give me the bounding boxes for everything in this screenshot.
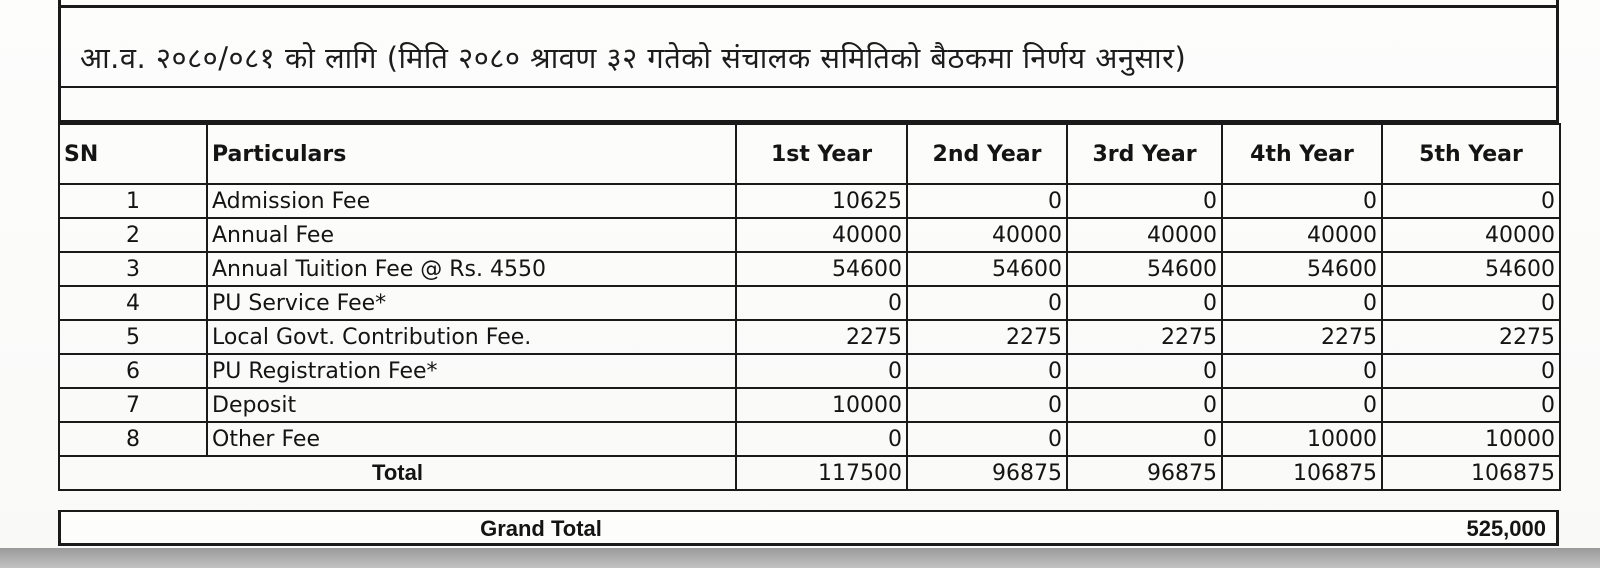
cell-year-4: 40000	[1222, 218, 1382, 252]
total-row	[59, 456, 1560, 490]
table-row	[59, 320, 1560, 354]
scan-edge-shadow	[0, 548, 1600, 568]
cell-year-5: 54600	[1382, 252, 1560, 286]
cell-year-4: 0	[1222, 354, 1382, 388]
table-row	[59, 354, 1560, 388]
cell-year-3: 0	[1067, 422, 1222, 456]
total-year-1: 117500	[736, 456, 907, 490]
cell-year-5: 10000	[1382, 422, 1560, 456]
cell-year-3: 2275	[1067, 320, 1222, 354]
row-particular: Admission Fee	[207, 184, 736, 218]
grand-total-row	[58, 510, 1559, 546]
cell-year-1: 0	[736, 354, 907, 388]
cell-year-4: 54600	[1222, 252, 1382, 286]
document-heading: आ.व. २०८०/०८१ को लागि (मिति २०८० श्रावण ३२ गतेको संचालक समितिको बैठकमा निर्णय अनुसार)	[80, 41, 1187, 75]
table-row	[59, 252, 1560, 286]
cell-year-5: 40000	[1382, 218, 1560, 252]
cell-year-5: 0	[1382, 184, 1560, 218]
cell-year-1: 0	[736, 422, 907, 456]
header-year-1: 1st Year	[736, 124, 907, 184]
cell-year-2: 2275	[907, 320, 1067, 354]
row-sn: 1	[59, 184, 207, 218]
total-year-5: 106875	[1382, 456, 1560, 490]
cell-year-1: 0	[736, 286, 907, 320]
cell-year-4: 0	[1222, 388, 1382, 422]
row-particular: Local Govt. Contribution Fee.	[207, 320, 736, 354]
total-year-2: 96875	[907, 456, 1067, 490]
cell-year-3: 54600	[1067, 252, 1222, 286]
cell-year-3: 0	[1067, 388, 1222, 422]
header-year-4: 4th Year	[1222, 124, 1382, 184]
grand-total-label: Grand Total	[480, 516, 602, 541]
cell-year-5: 0	[1382, 354, 1560, 388]
cell-year-5: 0	[1382, 286, 1560, 320]
table-header-row	[59, 124, 1560, 184]
row-particular: Annual Fee	[207, 218, 736, 252]
cell-year-2: 40000	[907, 218, 1067, 252]
row-sn: 3	[59, 252, 207, 286]
header-year-3: 3rd Year	[1067, 124, 1222, 184]
row-sn: 8	[59, 422, 207, 456]
row-particular: PU Service Fee*	[207, 286, 736, 320]
cell-year-2: 0	[907, 184, 1067, 218]
table-row	[59, 388, 1560, 422]
row-sn: 2	[59, 218, 207, 252]
grand-total-value: 525,000	[1466, 516, 1546, 541]
row-sn: 5	[59, 320, 207, 354]
cell-year-1: 54600	[736, 252, 907, 286]
total-label: Total	[59, 456, 736, 490]
cell-year-3: 0	[1067, 184, 1222, 218]
row-particular: PU Registration Fee*	[207, 354, 736, 388]
cell-year-5: 2275	[1382, 320, 1560, 354]
total-year-3: 96875	[1067, 456, 1222, 490]
row-sn: 6	[59, 354, 207, 388]
row-particular: Deposit	[207, 388, 736, 422]
fee-table	[58, 123, 1561, 491]
row-particular: Annual Tuition Fee @ Rs. 4550	[207, 252, 736, 286]
table-row	[59, 218, 1560, 252]
table-row	[59, 184, 1560, 218]
row-sn: 7	[59, 388, 207, 422]
cell-year-4: 10000	[1222, 422, 1382, 456]
cell-year-2: 0	[907, 388, 1067, 422]
header-sn: SN	[59, 124, 207, 184]
total-year-4: 106875	[1222, 456, 1382, 490]
cell-year-2: 54600	[907, 252, 1067, 286]
cell-year-2: 0	[907, 286, 1067, 320]
header-year-5: 5th Year	[1382, 124, 1560, 184]
cell-year-2: 0	[907, 422, 1067, 456]
header-particulars: Particulars	[207, 124, 736, 184]
cell-year-4: 0	[1222, 184, 1382, 218]
cell-year-4: 2275	[1222, 320, 1382, 354]
cell-year-1: 2275	[736, 320, 907, 354]
row-particular: Other Fee	[207, 422, 736, 456]
cell-year-5: 0	[1382, 388, 1560, 422]
row-sn: 4	[59, 286, 207, 320]
cell-year-1: 10625	[736, 184, 907, 218]
cell-year-1: 10000	[736, 388, 907, 422]
cell-year-3: 0	[1067, 354, 1222, 388]
cell-year-1: 40000	[736, 218, 907, 252]
cell-year-4: 0	[1222, 286, 1382, 320]
cell-year-2: 0	[907, 354, 1067, 388]
header-year-2: 2nd Year	[907, 124, 1067, 184]
cell-year-3: 40000	[1067, 218, 1222, 252]
table-row	[59, 422, 1560, 456]
cell-year-3: 0	[1067, 286, 1222, 320]
table-row	[59, 286, 1560, 320]
top-rule	[58, 5, 1559, 8]
